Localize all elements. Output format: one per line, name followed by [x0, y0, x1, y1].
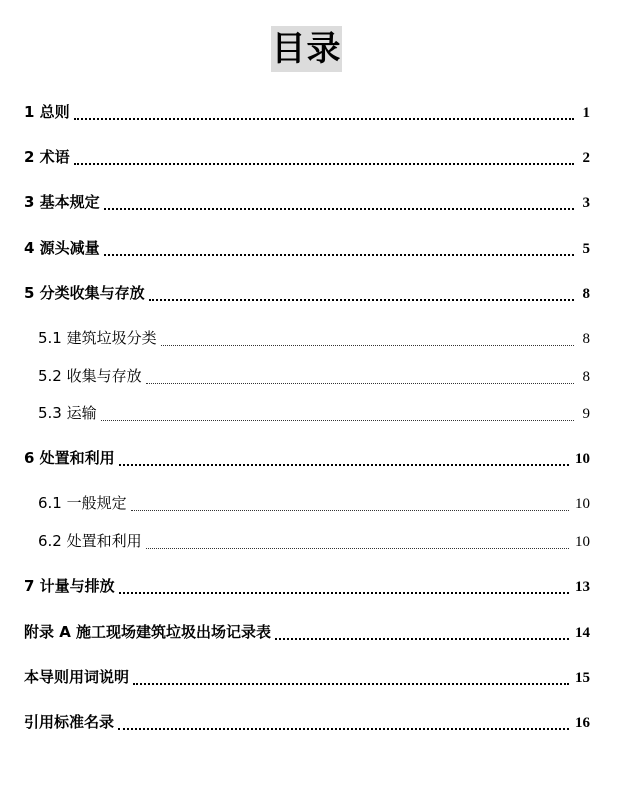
- dot-leader: [101, 419, 574, 421]
- toc-entry-page: 8: [582, 331, 590, 347]
- toc-subentry[interactable]: [38, 491, 590, 515]
- toc-entry-page: 10: [575, 451, 590, 467]
- toc-entry[interactable]: [24, 710, 590, 734]
- toc-entry-page: 16: [575, 715, 590, 731]
- toc-entry-label: 1 总则: [24, 103, 70, 121]
- toc-entry-page: 2: [582, 150, 590, 166]
- dot-leader: [119, 591, 569, 594]
- toc-entry-label: 3 基本规定: [24, 193, 100, 211]
- toc-entry-page: 8: [582, 369, 590, 385]
- toc-entry-label: 6.1 一般规定: [38, 494, 127, 512]
- dot-leader: [74, 162, 574, 165]
- toc-entry-label: 附录 A 施工现场建筑垃圾出场记录表: [24, 623, 272, 641]
- toc-entry-label: 4 源头减量: [24, 239, 100, 257]
- toc-entry-label: 5 分类收集与存放: [24, 284, 145, 302]
- toc-subentry[interactable]: [38, 401, 590, 425]
- toc-entry-page: 3: [582, 195, 590, 211]
- toc-entry[interactable]: [24, 446, 590, 470]
- dot-leader: [74, 117, 574, 120]
- dot-leader: [149, 298, 574, 301]
- toc-entry-page: 1: [582, 105, 590, 121]
- dot-leader: [161, 344, 574, 346]
- toc-entry-page: 14: [575, 625, 590, 641]
- toc-entry-page: 9: [582, 406, 590, 422]
- toc-entry-page: 5: [582, 241, 590, 257]
- toc-entry[interactable]: [24, 236, 590, 260]
- toc-entry-page: 10: [575, 496, 590, 512]
- toc-entry-page: 10: [575, 534, 590, 550]
- toc-entry-label: 5.1 建筑垃圾分类: [38, 329, 157, 347]
- dot-leader: [275, 637, 569, 640]
- toc-entry[interactable]: [24, 574, 590, 598]
- dot-leader: [146, 547, 569, 549]
- dot-leader: [133, 682, 569, 685]
- toc-entry-page: 13: [575, 579, 590, 595]
- toc-entry-label: 6.2 处置和利用: [38, 532, 142, 550]
- toc-entry-label: 6 处置和利用: [24, 449, 115, 467]
- toc-entry[interactable]: [24, 145, 590, 169]
- toc-entry-label: 引用标准名录: [24, 713, 115, 731]
- dot-leader: [146, 382, 574, 384]
- toc-entry[interactable]: [24, 190, 590, 214]
- toc-subentry[interactable]: [38, 364, 590, 388]
- toc-entry[interactable]: [24, 665, 590, 689]
- dot-leader: [119, 463, 569, 466]
- dot-leader: [104, 253, 574, 256]
- toc-entry-label: 5.3 运输: [38, 404, 97, 422]
- toc-entry-label: 本导则用词说明: [24, 668, 130, 686]
- dot-leader: [104, 207, 574, 210]
- toc-entry[interactable]: [24, 281, 590, 305]
- dot-leader: [131, 509, 569, 511]
- toc-entry-page: 15: [575, 670, 590, 686]
- toc-title: 目录: [271, 26, 342, 72]
- toc-entry[interactable]: [24, 620, 590, 644]
- toc-entry-label: 7 计量与排放: [24, 577, 115, 595]
- toc-subentry[interactable]: [38, 529, 590, 553]
- toc-entry[interactable]: [24, 100, 590, 124]
- dot-leader: [118, 727, 569, 730]
- toc-subentry[interactable]: [38, 326, 590, 350]
- toc-entry-page: 8: [582, 286, 590, 302]
- toc-entry-label: 5.2 收集与存放: [38, 367, 142, 385]
- toc-entry-label: 2 术语: [24, 148, 70, 166]
